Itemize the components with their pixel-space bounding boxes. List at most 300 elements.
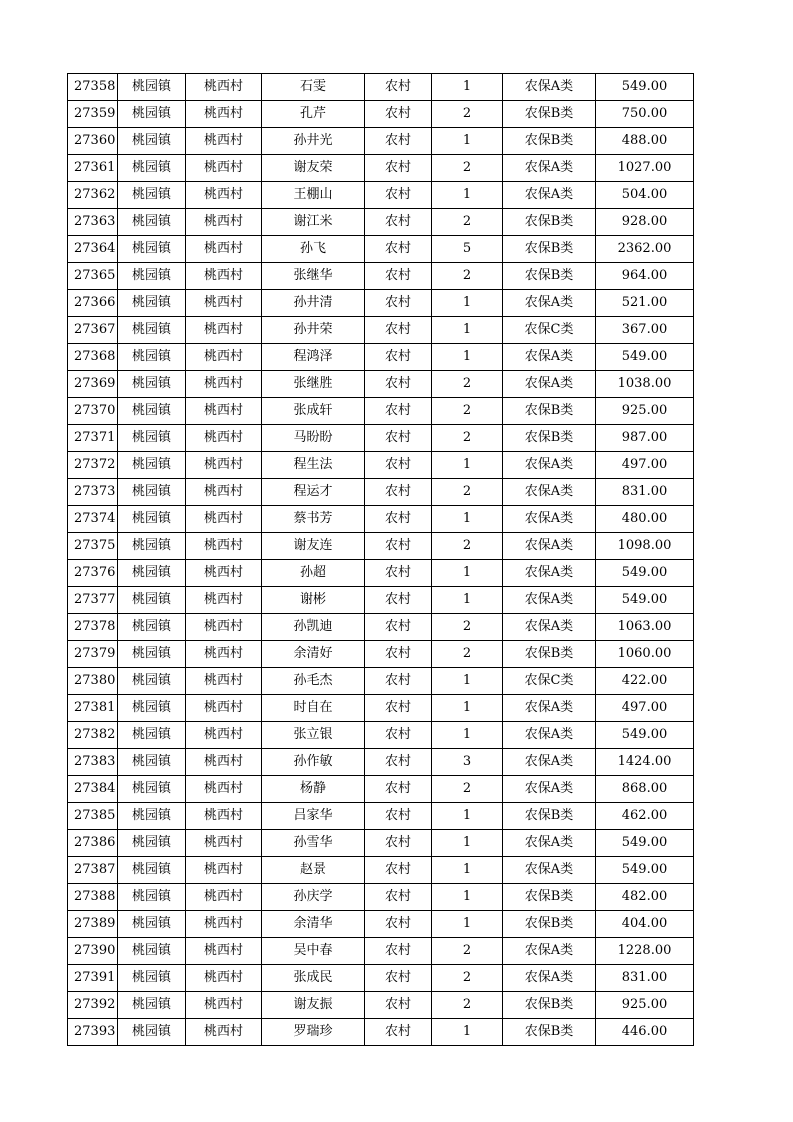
category-cell: 农保B类 [503, 884, 596, 911]
category-cell: 农保C类 [503, 317, 596, 344]
row-id-cell: 27381 [68, 695, 118, 722]
village-cell: 桃西村 [186, 371, 262, 398]
village-cell: 桃西村 [186, 749, 262, 776]
town-cell: 桃园镇 [118, 182, 186, 209]
member-count-cell: 1 [432, 344, 503, 371]
household-type-cell: 农村 [365, 317, 432, 344]
category-cell: 农保A类 [503, 371, 596, 398]
household-type-cell: 农村 [365, 155, 432, 182]
village-cell: 桃西村 [186, 776, 262, 803]
amount-cell: 482.00 [596, 884, 694, 911]
member-count-cell: 1 [432, 587, 503, 614]
row-id-cell: 27380 [68, 668, 118, 695]
member-count-cell: 5 [432, 236, 503, 263]
town-cell: 桃园镇 [118, 317, 186, 344]
household-type-cell: 农村 [365, 749, 432, 776]
town-cell: 桃园镇 [118, 965, 186, 992]
member-count-cell: 1 [432, 182, 503, 209]
table-row [68, 317, 694, 344]
town-cell: 桃园镇 [118, 290, 186, 317]
household-type-cell: 农村 [365, 182, 432, 209]
member-count-cell: 2 [432, 938, 503, 965]
amount-cell: 928.00 [596, 209, 694, 236]
village-cell: 桃西村 [186, 236, 262, 263]
row-id-cell: 27377 [68, 587, 118, 614]
member-count-cell: 2 [432, 965, 503, 992]
village-cell: 桃西村 [186, 209, 262, 236]
household-type-cell: 农村 [365, 992, 432, 1019]
amount-cell: 1228.00 [596, 938, 694, 965]
name-cell: 张成轩 [262, 398, 365, 425]
household-type-cell: 农村 [365, 236, 432, 263]
town-cell: 桃园镇 [118, 371, 186, 398]
amount-cell: 446.00 [596, 1019, 694, 1046]
town-cell: 桃园镇 [118, 452, 186, 479]
amount-cell: 750.00 [596, 101, 694, 128]
household-type-cell: 农村 [365, 614, 432, 641]
village-cell: 桃西村 [186, 506, 262, 533]
table-row [68, 155, 694, 182]
town-cell: 桃园镇 [118, 155, 186, 182]
amount-cell: 1027.00 [596, 155, 694, 182]
table-row [68, 1019, 694, 1046]
town-cell: 桃园镇 [118, 668, 186, 695]
household-type-cell: 农村 [365, 641, 432, 668]
village-cell: 桃西村 [186, 857, 262, 884]
table-row [68, 830, 694, 857]
name-cell: 孙作敏 [262, 749, 365, 776]
row-id-cell: 27379 [68, 641, 118, 668]
household-type-cell: 农村 [365, 830, 432, 857]
member-count-cell: 1 [432, 911, 503, 938]
name-cell: 张成民 [262, 965, 365, 992]
table-row [68, 425, 694, 452]
category-cell: 农保B类 [503, 398, 596, 425]
name-cell: 张继胜 [262, 371, 365, 398]
row-id-cell: 27367 [68, 317, 118, 344]
household-type-cell: 农村 [365, 911, 432, 938]
village-cell: 桃西村 [186, 479, 262, 506]
household-type-cell: 农村 [365, 668, 432, 695]
table-row [68, 884, 694, 911]
row-id-cell: 27373 [68, 479, 118, 506]
town-cell: 桃园镇 [118, 992, 186, 1019]
member-count-cell: 1 [432, 452, 503, 479]
village-cell: 桃西村 [186, 398, 262, 425]
village-cell: 桃西村 [186, 641, 262, 668]
amount-cell: 480.00 [596, 506, 694, 533]
amount-cell: 925.00 [596, 398, 694, 425]
name-cell: 孙庆学 [262, 884, 365, 911]
category-cell: 农保A类 [503, 587, 596, 614]
member-count-cell: 1 [432, 857, 503, 884]
household-type-cell: 农村 [365, 533, 432, 560]
member-count-cell: 2 [432, 776, 503, 803]
amount-cell: 462.00 [596, 803, 694, 830]
village-cell: 桃西村 [186, 263, 262, 290]
household-type-cell: 农村 [365, 884, 432, 911]
roster-table [67, 73, 694, 1046]
town-cell: 桃园镇 [118, 398, 186, 425]
village-cell: 桃西村 [186, 614, 262, 641]
row-id-cell: 27390 [68, 938, 118, 965]
member-count-cell: 2 [432, 263, 503, 290]
category-cell: 农保B类 [503, 911, 596, 938]
village-cell: 桃西村 [186, 317, 262, 344]
town-cell: 桃园镇 [118, 749, 186, 776]
town-cell: 桃园镇 [118, 101, 186, 128]
household-type-cell: 农村 [365, 101, 432, 128]
amount-cell: 367.00 [596, 317, 694, 344]
village-cell: 桃西村 [186, 668, 262, 695]
village-cell: 桃西村 [186, 182, 262, 209]
amount-cell: 422.00 [596, 668, 694, 695]
category-cell: 农保A类 [503, 155, 596, 182]
member-count-cell: 1 [432, 722, 503, 749]
amount-cell: 497.00 [596, 695, 694, 722]
village-cell: 桃西村 [186, 425, 262, 452]
amount-cell: 549.00 [596, 722, 694, 749]
member-count-cell: 2 [432, 209, 503, 236]
row-id-cell: 27393 [68, 1019, 118, 1046]
table-row [68, 722, 694, 749]
member-count-cell: 1 [432, 506, 503, 533]
name-cell: 时自在 [262, 695, 365, 722]
row-id-cell: 27360 [68, 128, 118, 155]
category-cell: 农保B类 [503, 209, 596, 236]
amount-cell: 1060.00 [596, 641, 694, 668]
amount-cell: 404.00 [596, 911, 694, 938]
category-cell: 农保C类 [503, 668, 596, 695]
row-id-cell: 27385 [68, 803, 118, 830]
member-count-cell: 2 [432, 101, 503, 128]
name-cell: 谢友振 [262, 992, 365, 1019]
row-id-cell: 27369 [68, 371, 118, 398]
town-cell: 桃园镇 [118, 425, 186, 452]
household-type-cell: 农村 [365, 263, 432, 290]
name-cell: 马盼盼 [262, 425, 365, 452]
table-row [68, 776, 694, 803]
household-type-cell: 农村 [365, 371, 432, 398]
town-cell: 桃园镇 [118, 641, 186, 668]
household-type-cell: 农村 [365, 587, 432, 614]
category-cell: 农保A类 [503, 344, 596, 371]
category-cell: 农保A类 [503, 965, 596, 992]
category-cell: 农保A类 [503, 722, 596, 749]
category-cell: 农保B类 [503, 992, 596, 1019]
name-cell: 吕家华 [262, 803, 365, 830]
household-type-cell: 农村 [365, 479, 432, 506]
household-type-cell: 农村 [365, 290, 432, 317]
category-cell: 农保A类 [503, 452, 596, 479]
household-type-cell: 农村 [365, 209, 432, 236]
roster-table-body [68, 74, 694, 1046]
category-cell: 农保A类 [503, 560, 596, 587]
category-cell: 农保B类 [503, 128, 596, 155]
table-row [68, 938, 694, 965]
category-cell: 农保B类 [503, 101, 596, 128]
row-id-cell: 27378 [68, 614, 118, 641]
name-cell: 张继华 [262, 263, 365, 290]
table-row [68, 398, 694, 425]
household-type-cell: 农村 [365, 776, 432, 803]
member-count-cell: 2 [432, 479, 503, 506]
row-id-cell: 27389 [68, 911, 118, 938]
category-cell: 农保A类 [503, 479, 596, 506]
household-type-cell: 农村 [365, 425, 432, 452]
table-row [68, 533, 694, 560]
category-cell: 农保B类 [503, 425, 596, 452]
category-cell: 农保B类 [503, 1019, 596, 1046]
village-cell: 桃西村 [186, 884, 262, 911]
table-row [68, 128, 694, 155]
name-cell: 孙凯迪 [262, 614, 365, 641]
village-cell: 桃西村 [186, 722, 262, 749]
village-cell: 桃西村 [186, 344, 262, 371]
amount-cell: 549.00 [596, 830, 694, 857]
amount-cell: 549.00 [596, 74, 694, 101]
name-cell: 孙井清 [262, 290, 365, 317]
name-cell: 杨静 [262, 776, 365, 803]
village-cell: 桃西村 [186, 533, 262, 560]
amount-cell: 1038.00 [596, 371, 694, 398]
category-cell: 农保A类 [503, 290, 596, 317]
household-type-cell: 农村 [365, 695, 432, 722]
row-id-cell: 27363 [68, 209, 118, 236]
amount-cell: 549.00 [596, 344, 694, 371]
row-id-cell: 27387 [68, 857, 118, 884]
member-count-cell: 1 [432, 1019, 503, 1046]
village-cell: 桃西村 [186, 1019, 262, 1046]
row-id-cell: 27359 [68, 101, 118, 128]
row-id-cell: 27388 [68, 884, 118, 911]
name-cell: 吴中春 [262, 938, 365, 965]
row-id-cell: 27384 [68, 776, 118, 803]
member-count-cell: 1 [432, 695, 503, 722]
village-cell: 桃西村 [186, 128, 262, 155]
amount-cell: 488.00 [596, 128, 694, 155]
table-row [68, 290, 694, 317]
table-row [68, 506, 694, 533]
row-id-cell: 27368 [68, 344, 118, 371]
household-type-cell: 农村 [365, 506, 432, 533]
town-cell: 桃园镇 [118, 884, 186, 911]
household-type-cell: 农村 [365, 965, 432, 992]
village-cell: 桃西村 [186, 830, 262, 857]
table-row [68, 614, 694, 641]
name-cell: 孔芹 [262, 101, 365, 128]
household-type-cell: 农村 [365, 128, 432, 155]
village-cell: 桃西村 [186, 587, 262, 614]
category-cell: 农保B类 [503, 263, 596, 290]
table-row [68, 911, 694, 938]
category-cell: 农保B类 [503, 803, 596, 830]
table-row [68, 74, 694, 101]
table-row [68, 452, 694, 479]
category-cell: 农保A类 [503, 695, 596, 722]
table-row [68, 695, 694, 722]
town-cell: 桃园镇 [118, 236, 186, 263]
village-cell: 桃西村 [186, 101, 262, 128]
name-cell: 石雯 [262, 74, 365, 101]
name-cell: 程运才 [262, 479, 365, 506]
table-row [68, 344, 694, 371]
household-type-cell: 农村 [365, 722, 432, 749]
amount-cell: 549.00 [596, 857, 694, 884]
amount-cell: 549.00 [596, 560, 694, 587]
town-cell: 桃园镇 [118, 614, 186, 641]
category-cell: 农保A类 [503, 830, 596, 857]
village-cell: 桃西村 [186, 938, 262, 965]
member-count-cell: 2 [432, 614, 503, 641]
member-count-cell: 2 [432, 533, 503, 560]
town-cell: 桃园镇 [118, 722, 186, 749]
name-cell: 张立银 [262, 722, 365, 749]
town-cell: 桃园镇 [118, 857, 186, 884]
category-cell: 农保A类 [503, 776, 596, 803]
name-cell: 罗瑞珍 [262, 1019, 365, 1046]
table-row [68, 236, 694, 263]
table-row [68, 857, 694, 884]
row-id-cell: 27392 [68, 992, 118, 1019]
amount-cell: 497.00 [596, 452, 694, 479]
amount-cell: 504.00 [596, 182, 694, 209]
member-count-cell: 3 [432, 749, 503, 776]
name-cell: 余清好 [262, 641, 365, 668]
amount-cell: 2362.00 [596, 236, 694, 263]
row-id-cell: 27364 [68, 236, 118, 263]
town-cell: 桃园镇 [118, 776, 186, 803]
town-cell: 桃园镇 [118, 506, 186, 533]
household-type-cell: 农村 [365, 938, 432, 965]
town-cell: 桃园镇 [118, 209, 186, 236]
row-id-cell: 27376 [68, 560, 118, 587]
town-cell: 桃园镇 [118, 560, 186, 587]
name-cell: 谢友连 [262, 533, 365, 560]
table-row [68, 101, 694, 128]
table-row [68, 371, 694, 398]
name-cell: 孙超 [262, 560, 365, 587]
table-row [68, 992, 694, 1019]
household-type-cell: 农村 [365, 398, 432, 425]
amount-cell: 831.00 [596, 965, 694, 992]
village-cell: 桃西村 [186, 290, 262, 317]
amount-cell: 1098.00 [596, 533, 694, 560]
row-id-cell: 27382 [68, 722, 118, 749]
household-type-cell: 农村 [365, 1019, 432, 1046]
row-id-cell: 27358 [68, 74, 118, 101]
table-row [68, 587, 694, 614]
category-cell: 农保B类 [503, 236, 596, 263]
table-row [68, 668, 694, 695]
row-id-cell: 27366 [68, 290, 118, 317]
category-cell: 农保A类 [503, 857, 596, 884]
town-cell: 桃园镇 [118, 479, 186, 506]
amount-cell: 1424.00 [596, 749, 694, 776]
village-cell: 桃西村 [186, 560, 262, 587]
table-row [68, 263, 694, 290]
category-cell: 农保B类 [503, 641, 596, 668]
table-row [68, 209, 694, 236]
amount-cell: 831.00 [596, 479, 694, 506]
category-cell: 农保A类 [503, 182, 596, 209]
table-row [68, 182, 694, 209]
village-cell: 桃西村 [186, 803, 262, 830]
row-id-cell: 27361 [68, 155, 118, 182]
town-cell: 桃园镇 [118, 911, 186, 938]
member-count-cell: 1 [432, 560, 503, 587]
name-cell: 程鸿泽 [262, 344, 365, 371]
name-cell: 谢友荣 [262, 155, 365, 182]
row-id-cell: 27386 [68, 830, 118, 857]
town-cell: 桃园镇 [118, 74, 186, 101]
table-row [68, 479, 694, 506]
household-type-cell: 农村 [365, 74, 432, 101]
town-cell: 桃园镇 [118, 830, 186, 857]
village-cell: 桃西村 [186, 965, 262, 992]
amount-cell: 925.00 [596, 992, 694, 1019]
member-count-cell: 1 [432, 668, 503, 695]
table-row [68, 641, 694, 668]
town-cell: 桃园镇 [118, 938, 186, 965]
row-id-cell: 27391 [68, 965, 118, 992]
row-id-cell: 27374 [68, 506, 118, 533]
town-cell: 桃园镇 [118, 695, 186, 722]
household-type-cell: 农村 [365, 857, 432, 884]
member-count-cell: 1 [432, 830, 503, 857]
member-count-cell: 1 [432, 317, 503, 344]
member-count-cell: 2 [432, 398, 503, 425]
member-count-cell: 1 [432, 128, 503, 155]
member-count-cell: 1 [432, 884, 503, 911]
category-cell: 农保A类 [503, 938, 596, 965]
town-cell: 桃园镇 [118, 587, 186, 614]
member-count-cell: 2 [432, 155, 503, 182]
member-count-cell: 1 [432, 74, 503, 101]
name-cell: 孙雪华 [262, 830, 365, 857]
category-cell: 农保A类 [503, 749, 596, 776]
row-id-cell: 27362 [68, 182, 118, 209]
member-count-cell: 2 [432, 425, 503, 452]
row-id-cell: 27365 [68, 263, 118, 290]
table-row [68, 965, 694, 992]
row-id-cell: 27370 [68, 398, 118, 425]
village-cell: 桃西村 [186, 911, 262, 938]
category-cell: 农保A类 [503, 614, 596, 641]
amount-cell: 549.00 [596, 587, 694, 614]
household-type-cell: 农村 [365, 803, 432, 830]
amount-cell: 964.00 [596, 263, 694, 290]
village-cell: 桃西村 [186, 452, 262, 479]
amount-cell: 521.00 [596, 290, 694, 317]
name-cell: 余清华 [262, 911, 365, 938]
name-cell: 谢江米 [262, 209, 365, 236]
table-row [68, 803, 694, 830]
row-id-cell: 27371 [68, 425, 118, 452]
category-cell: 农保A类 [503, 533, 596, 560]
row-id-cell: 27372 [68, 452, 118, 479]
member-count-cell: 2 [432, 641, 503, 668]
town-cell: 桃园镇 [118, 1019, 186, 1046]
name-cell: 谢彬 [262, 587, 365, 614]
name-cell: 孙飞 [262, 236, 365, 263]
name-cell: 王棚山 [262, 182, 365, 209]
amount-cell: 1063.00 [596, 614, 694, 641]
amount-cell: 987.00 [596, 425, 694, 452]
table-row [68, 560, 694, 587]
row-id-cell: 27375 [68, 533, 118, 560]
name-cell: 程生法 [262, 452, 365, 479]
